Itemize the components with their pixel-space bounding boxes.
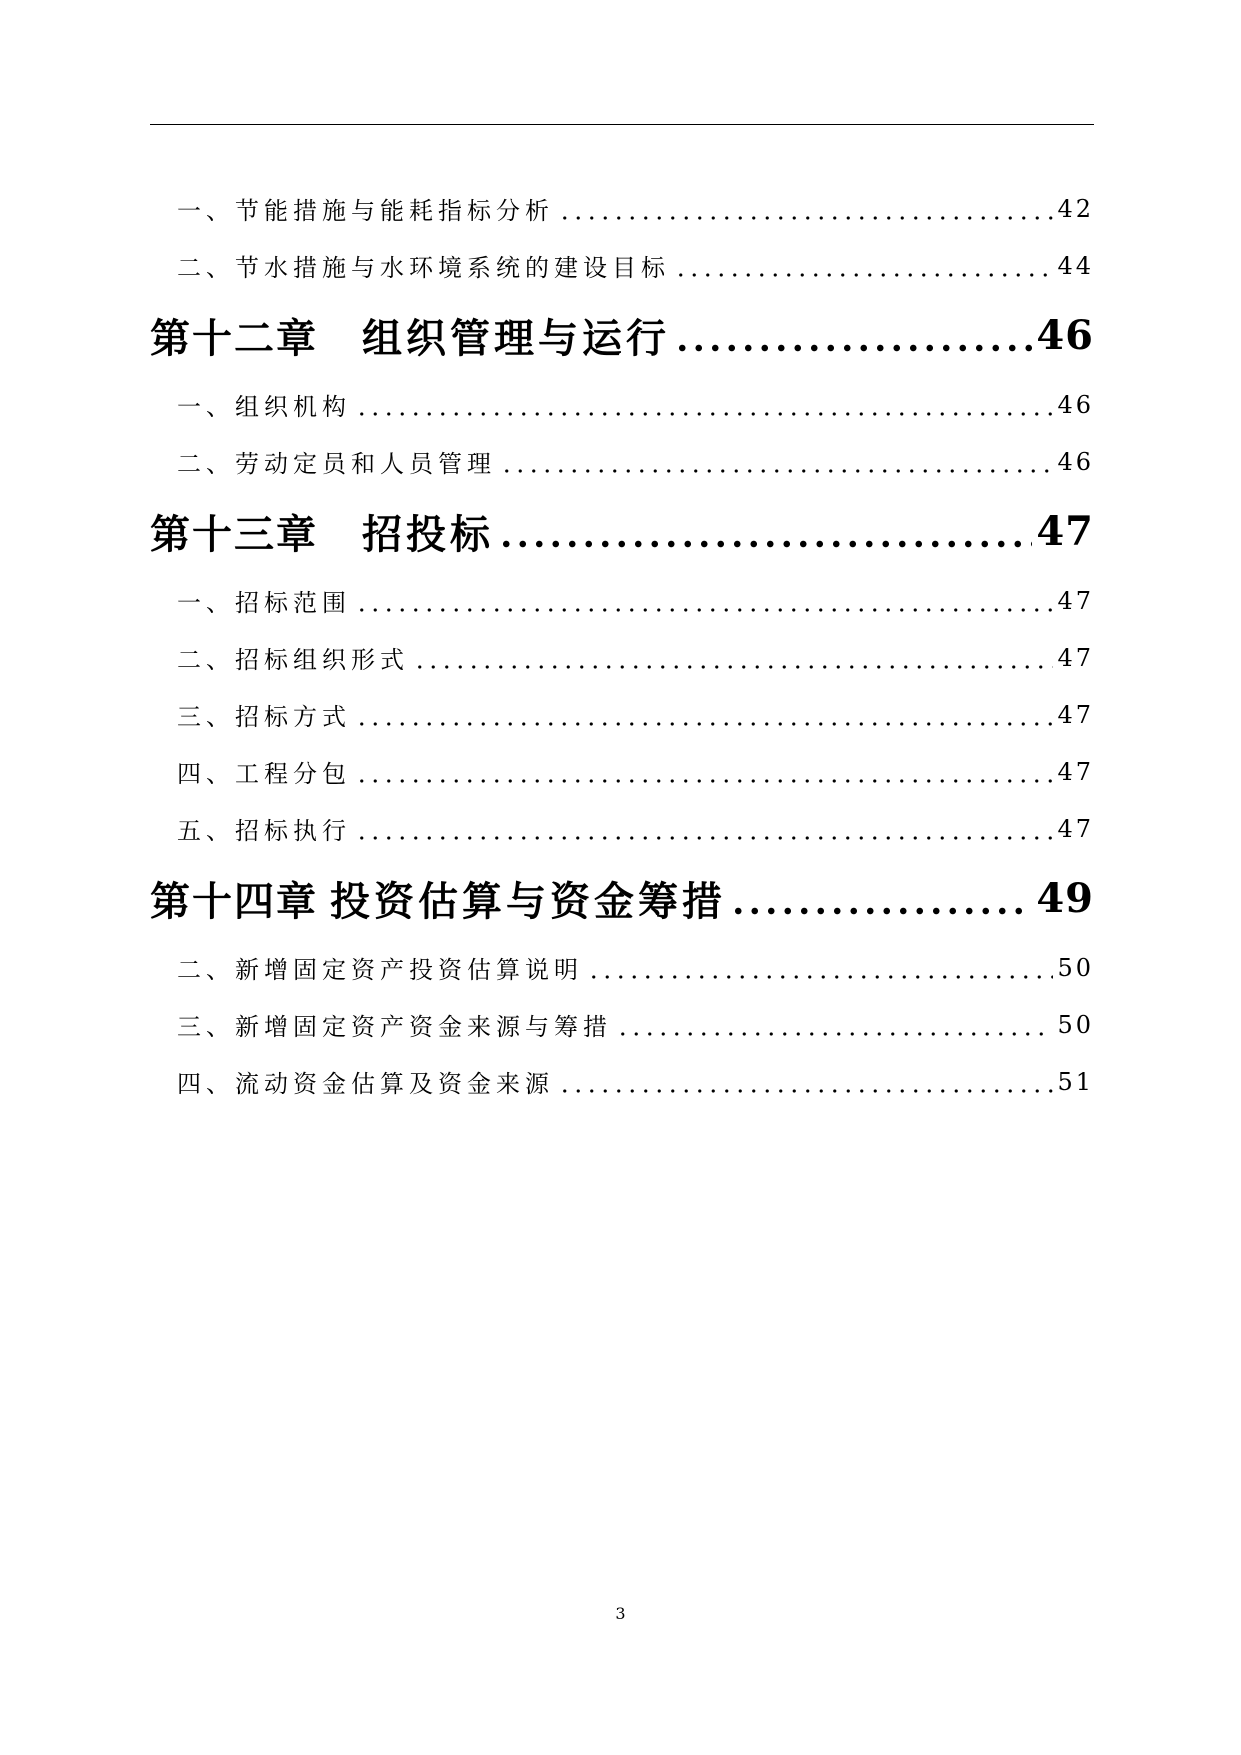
header-rule xyxy=(150,124,1094,125)
toc-entry[interactable] xyxy=(150,572,1094,629)
toc-chapter-heading xyxy=(150,870,726,927)
chapter-number: 第十四章 xyxy=(150,877,318,925)
dot-leader xyxy=(616,1031,1053,1037)
toc-entry-page: 51 xyxy=(1057,1067,1094,1096)
toc-entry[interactable] xyxy=(150,1053,1094,1110)
toc-chapter[interactable] xyxy=(150,294,1094,376)
toc-entry-label: 三、新增固定资产资金来源与筹措 xyxy=(177,1013,612,1041)
dot-leader xyxy=(355,835,1053,841)
toc-entry[interactable] xyxy=(150,376,1094,433)
toc-entry-page: 47 xyxy=(1057,700,1094,729)
chapter-title: 投资估算与资金筹措 xyxy=(330,877,726,925)
dot-leader xyxy=(355,411,1053,417)
toc-entry[interactable] xyxy=(150,629,1094,686)
toc-chapter-page: 46 xyxy=(1036,311,1094,359)
toc-entry-page: 47 xyxy=(1057,757,1094,786)
toc-entry-label: 二、招标组织形式 xyxy=(177,646,409,674)
toc-entry-page: 47 xyxy=(1057,814,1094,843)
dot-leader xyxy=(500,468,1053,474)
toc-entry[interactable] xyxy=(150,237,1094,294)
chapter-title: 组织管理与运行 xyxy=(362,314,670,362)
dot-leader xyxy=(498,539,1032,549)
chapter-number: 第十二章 xyxy=(150,314,318,362)
toc-entry-label: 一、招标范围 xyxy=(177,589,351,617)
toc-chapter-heading xyxy=(150,503,494,560)
dot-leader xyxy=(674,343,1032,353)
toc-entry[interactable] xyxy=(150,686,1094,743)
toc-entry[interactable] xyxy=(150,996,1094,1053)
toc-entry-label: 四、工程分包 xyxy=(177,760,351,788)
toc-entry-label: 一、节能措施与能耗指标分析 xyxy=(177,197,554,225)
dot-leader xyxy=(355,778,1053,784)
table-of-contents xyxy=(150,180,1094,1110)
dot-leader xyxy=(355,607,1053,613)
toc-entry-label: 五、招标执行 xyxy=(177,817,351,845)
dot-leader xyxy=(730,906,1032,916)
toc-entry-page: 47 xyxy=(1057,643,1094,672)
toc-chapter-heading xyxy=(150,307,670,364)
toc-entry-label: 四、流动资金估算及资金来源 xyxy=(177,1070,554,1098)
dot-leader xyxy=(558,1088,1053,1094)
toc-entry-label: 三、招标方式 xyxy=(177,703,351,731)
toc-entry[interactable] xyxy=(150,800,1094,857)
toc-entry-page: 50 xyxy=(1057,953,1094,982)
toc-entry-page: 42 xyxy=(1057,194,1094,223)
toc-entry-page: 46 xyxy=(1057,390,1094,419)
toc-entry-label: 一、组织机构 xyxy=(177,393,351,421)
toc-chapter[interactable] xyxy=(150,490,1094,572)
chapter-title: 招投标 xyxy=(362,510,494,558)
toc-entry-page: 50 xyxy=(1057,1010,1094,1039)
toc-entry-page: 46 xyxy=(1057,447,1094,476)
toc-entry-label: 二、节水措施与水环境系统的建设目标 xyxy=(177,254,670,282)
dot-leader xyxy=(413,664,1053,670)
toc-chapter[interactable] xyxy=(150,857,1094,939)
toc-entry[interactable] xyxy=(150,180,1094,237)
dot-leader xyxy=(355,721,1053,727)
toc-entry[interactable] xyxy=(150,939,1094,996)
chapter-number: 第十三章 xyxy=(150,510,318,558)
dot-leader xyxy=(674,272,1053,278)
toc-chapter-page: 47 xyxy=(1036,507,1094,555)
toc-chapter-page: 49 xyxy=(1036,874,1094,922)
toc-entry-page: 47 xyxy=(1057,586,1094,615)
toc-entry-label: 二、新增固定资产投资估算说明 xyxy=(177,956,583,984)
page-number: 3 xyxy=(615,1604,626,1623)
toc-entry-page: 44 xyxy=(1057,251,1094,280)
toc-entry[interactable] xyxy=(150,433,1094,490)
dot-leader xyxy=(587,974,1053,980)
toc-entry-label: 二、劳动定员和人员管理 xyxy=(177,450,496,478)
toc-entry[interactable] xyxy=(150,743,1094,800)
dot-leader xyxy=(558,215,1053,221)
